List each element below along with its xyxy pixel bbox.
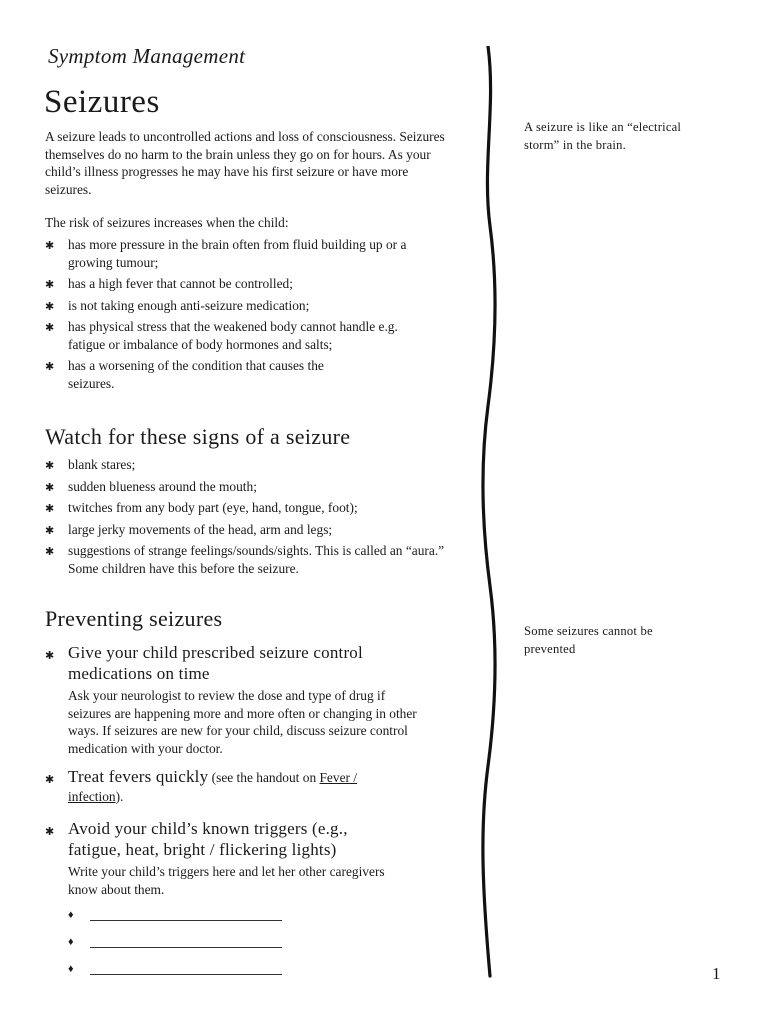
diamond-bullet-icon: ♦	[68, 909, 74, 921]
prevent-item-medications	[45, 642, 435, 757]
list-item: ✱ twitches from any body part (eye, hand, tongue, foot);	[45, 499, 450, 517]
list-item: ✱ has physical stress that the weakened body cannot handle e.g. fatigue or imbalance of body hormones and salts;	[45, 319, 398, 352]
prevent-item-body: Write your child’s triggers here and let her other caregivers know about them.	[68, 864, 385, 897]
handout-note-end: ).	[115, 789, 124, 804]
risk-lead-text: The risk of seizures increases when the child:	[45, 215, 289, 230]
bullet-icon: ✱	[45, 300, 55, 313]
prevent-item-fevers	[45, 766, 445, 806]
wavy-divider	[478, 46, 508, 982]
bullet-icon: ✱	[45, 524, 55, 537]
prevent-item-title: Avoid your child’s known triggers (e.g., fatigue, heat, bright / flickering lights)	[68, 819, 348, 859]
prevent-item-triggers	[45, 818, 445, 898]
bullet-icon: ✱	[45, 460, 55, 472]
bullet-icon: ✱	[45, 774, 55, 786]
signs-heading: Watch for these signs of a seizure	[45, 424, 351, 449]
list-item: ✱ has a worsening of the condition that causes the seizures.	[45, 358, 324, 391]
list-item: ✱ large jerky movements of the head, arm and legs;	[45, 521, 450, 539]
list-item: ✱ blank stares;	[45, 456, 450, 474]
bullet-icon: ✱	[45, 240, 55, 252]
diamond-bullet-icon: ♦	[68, 936, 74, 948]
bullet-icon: ✱	[45, 826, 55, 838]
preventing-heading: Preventing seizures	[45, 606, 223, 631]
bullet-icon: ✱	[45, 503, 55, 515]
signs-list	[45, 456, 450, 577]
intro-paragraph: A seizure leads to uncontrolled actions and loss of consciousness. Seizures themselves do no harm to the brain unless they go on for hours. As your child’s illness progresses he may have his first seizure or have more seizures.	[45, 129, 445, 197]
section-kicker: Symptom Management	[48, 44, 246, 68]
prevent-item-title: Treat fevers quickly	[68, 767, 209, 786]
page-number: 1	[712, 964, 721, 983]
bullet-icon: ✱	[45, 481, 55, 494]
list-item: ✱ suggestions of strange feelings/sounds/sights. This is called an “aura.” Some children have this before the seizure.	[45, 543, 445, 576]
list-item: ✱ is not taking enough anti-seizure medication;	[45, 297, 450, 315]
sidebar-note-electrical-storm: A seizure is like an “electrical storm” in the brain.	[524, 120, 682, 152]
bullet-icon: ✱	[45, 546, 55, 558]
list-item: ✱ sudden blueness around the mouth;	[45, 478, 450, 496]
prevent-item-body: Ask your neurologist to review the dose and type of drug if seizures are happening more and more often or changing in other ways. If seizures are new for your child, discuss seizure control medication with your doctor.	[68, 688, 417, 756]
diamond-bullet-icon: ♦	[68, 963, 74, 975]
page-title: Seizures	[44, 84, 160, 120]
bullet-icon: ✱	[45, 361, 55, 373]
bullet-icon: ✱	[45, 322, 55, 334]
sidebar-note-prevention: Some seizures cannot be prevented	[524, 624, 653, 656]
prevent-item-title: Give your child prescribed seizure control medications on time	[68, 643, 363, 683]
list-item: ✱ has a high fever that cannot be controlled;	[45, 275, 450, 293]
fever-infection-link[interactable]: Fever / infection	[68, 770, 358, 804]
bullet-icon: ✱	[45, 650, 55, 662]
risk-list	[45, 236, 450, 392]
list-item: ✱ has more pressure in the brain often from fluid building up or a growing tumour;	[45, 237, 407, 270]
handout-note: (see the handout on	[208, 770, 320, 785]
bullet-icon: ✱	[45, 279, 55, 291]
